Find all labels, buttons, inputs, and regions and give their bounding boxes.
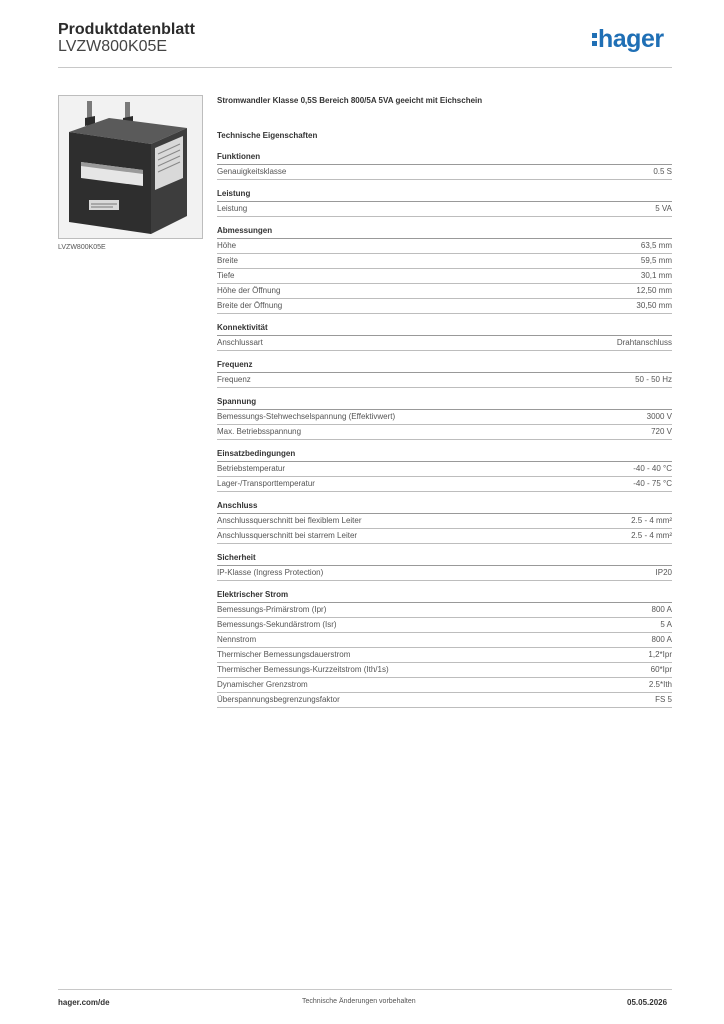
spec-section — [217, 501, 672, 544]
spec-label: Anschlussquerschnitt bei flexiblem Leiter — [217, 516, 362, 525]
footer-website: hager.com/de — [58, 998, 110, 1007]
spec-value: 30,1 mm — [640, 271, 672, 280]
spec-row — [217, 633, 672, 648]
spec-section — [217, 189, 672, 217]
spec-row — [217, 663, 672, 678]
header-divider — [58, 67, 672, 68]
section-title: Anschluss — [217, 501, 672, 514]
product-code: LVZW800K05E — [58, 38, 168, 55]
spec-value: 12,50 mm — [636, 286, 672, 295]
spec-row — [217, 618, 672, 633]
spec-value: Drahtanschluss — [616, 338, 672, 347]
spec-label: Bemessungs-Stehwechselspannung (Effektivwert) — [217, 412, 396, 421]
spec-label: Thermischer Bemessungs-Kurzzeitstrom (Ith/1s) — [217, 665, 389, 674]
spec-label: IP-Klasse (Ingress Protection) — [217, 568, 324, 577]
spec-value: 720 V — [651, 427, 672, 436]
properties-sections — [217, 152, 672, 708]
spec-value: -40 - 40 °C — [633, 464, 672, 473]
spec-value: 2.5 - 4 mm² — [631, 516, 672, 525]
spec-value: 30,50 mm — [636, 301, 672, 310]
section-title: Funktionen — [217, 152, 672, 165]
spec-value: IP20 — [655, 568, 672, 577]
spec-section — [217, 590, 672, 708]
spec-row — [217, 648, 672, 663]
spec-value: 0.5 S — [653, 167, 672, 176]
spec-value: 50 - 50 Hz — [635, 375, 672, 384]
spec-label: Leistung — [217, 204, 248, 213]
spec-row — [217, 678, 672, 693]
spec-label: Breite der Öffnung — [217, 301, 283, 310]
image-caption: LVZW800K05E — [58, 244, 106, 251]
section-title: Abmessungen — [217, 226, 672, 239]
spec-label: Tiefe — [217, 271, 235, 280]
spec-value: 5 VA — [655, 204, 672, 213]
spec-row — [217, 239, 672, 254]
spec-row — [217, 202, 672, 217]
footer-date: 05.05.2026 — [627, 998, 668, 1007]
spec-value: FS 5 — [655, 695, 672, 704]
footer-divider — [58, 989, 672, 990]
section-title: Leistung — [217, 189, 672, 202]
spec-label: Nennstrom — [217, 635, 257, 644]
spec-row — [217, 529, 672, 544]
spec-label: Anschlussquerschnitt bei starrem Leiter — [217, 531, 358, 540]
technical-properties-heading: Technische Eigenschaften — [217, 131, 318, 140]
spec-row — [217, 299, 672, 314]
spec-section — [217, 323, 672, 351]
spec-label: Überspannungsbegrenzungsfaktor — [217, 695, 340, 704]
spec-value: 1,2*Ipr — [648, 650, 672, 659]
spec-section — [217, 152, 672, 180]
spec-value: 800 A — [651, 635, 672, 644]
spec-value: 3000 V — [646, 412, 672, 421]
spec-value: -40 - 75 °C — [633, 479, 672, 488]
spec-row — [217, 410, 672, 425]
spec-row — [217, 603, 672, 618]
spec-value: 63,5 mm — [640, 241, 672, 250]
product-details — [217, 96, 672, 717]
product-image — [58, 95, 203, 239]
spec-value: 60*Ipr — [650, 665, 672, 674]
spec-row — [217, 336, 672, 351]
spec-row — [217, 514, 672, 529]
spec-label: Max. Betriebsspannung — [217, 427, 302, 436]
spec-value: 2.5 - 4 mm² — [631, 531, 672, 540]
logo-text: hager — [598, 25, 664, 53]
section-title: Frequenz — [217, 360, 672, 373]
spec-label: Genauigkeitsklasse — [217, 167, 287, 176]
section-title: Spannung — [217, 397, 672, 410]
document-title: Produktdatenblatt — [58, 21, 195, 38]
current-transformer-icon — [59, 96, 202, 238]
spec-value: 59,5 mm — [640, 256, 672, 265]
spec-label: Betriebstemperatur — [217, 464, 286, 473]
spec-row — [217, 284, 672, 299]
spec-value: 2.5*Ith — [648, 680, 672, 689]
spec-row — [217, 373, 672, 388]
section-title: Einsatzbedingungen — [217, 449, 672, 462]
spec-row — [217, 462, 672, 477]
product-description: Stromwandler Klasse 0,5S Bereich 800/5A 5VA geeicht mit Eichschein — [217, 96, 483, 105]
spec-row — [217, 693, 672, 708]
spec-label: Frequenz — [217, 375, 251, 384]
spec-label: Lager-/Transporttemperatur — [217, 479, 315, 488]
spec-label: Breite — [217, 256, 238, 265]
section-title: Sicherheit — [217, 553, 672, 566]
spec-row — [217, 477, 672, 492]
spec-label: Anschlussart — [217, 338, 263, 347]
spec-value: 5 A — [660, 620, 672, 629]
section-title: Elektrischer Strom — [217, 590, 672, 603]
spec-label: Höhe — [217, 241, 237, 250]
spec-section — [217, 449, 672, 492]
spec-section — [217, 397, 672, 440]
spec-label: Dynamischer Grenzstrom — [217, 680, 308, 689]
spec-label: Bemessungs-Sekundärstrom (Isr) — [217, 620, 337, 629]
spec-label: Bemessungs-Primärstrom (Ipr) — [217, 605, 327, 614]
spec-label: Thermischer Bemessungsdauerstrom — [217, 650, 351, 659]
spec-label: Höhe der Öffnung — [217, 286, 281, 295]
hager-logo — [592, 27, 664, 52]
spec-row — [217, 425, 672, 440]
section-title: Konnektivität — [217, 323, 672, 336]
spec-section — [217, 553, 672, 581]
footer-notice: Technische Änderungen vorbehalten — [302, 998, 416, 1005]
spec-row — [217, 566, 672, 581]
spec-row — [217, 269, 672, 284]
spec-section — [217, 360, 672, 388]
spec-row — [217, 254, 672, 269]
spec-value: 800 A — [651, 605, 672, 614]
spec-row — [217, 165, 672, 180]
spec-section — [217, 226, 672, 314]
